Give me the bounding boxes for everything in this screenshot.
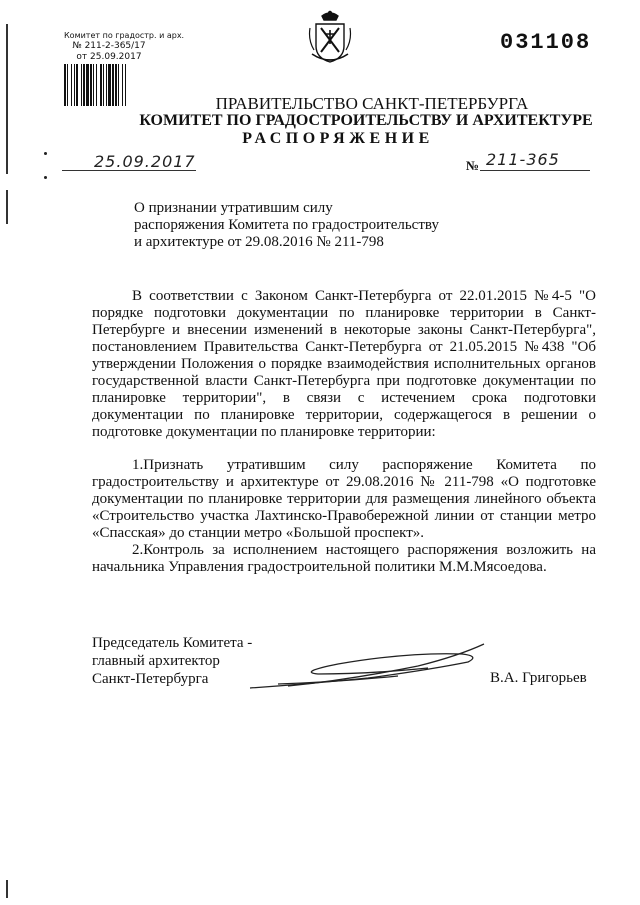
document-body [92,288,596,576]
signatory-position: Председатель Комитета - главный архитектор Санкт-Петербурга [92,635,253,687]
document-subject: О признании утратившим силу распоряжения Комитета по градостроительству и архитектуре от 29.08.2016 № 211-798 [134,200,439,250]
margin-dot [44,152,47,155]
registration-number: 031108 [500,30,592,55]
signatory-name: В.А. Григорьев [490,670,587,686]
document-date: 25.09.2017 [94,152,196,171]
number-underline [480,170,590,171]
date-underline [62,170,196,171]
stamp-date: от 25.09.2017 [76,52,142,62]
document-number: 211-365 [486,150,560,169]
edge-mark [6,190,8,224]
stamp-org: Комитет по градостр. и арх. [64,31,185,40]
item-2-paragraph: 2.Контроль за исполнением настоящего распоряжения возложить на начальника Управления градостроительной политики М.М.Мясоедова. [92,542,596,575]
edge-mark [6,880,8,898]
document-type-title: РАСПОРЯЖЕНИЕ [242,130,434,147]
coat-of-arms-icon [308,10,352,66]
stamp-number: № 211-2-365/17 [72,41,146,51]
preamble-paragraph: В соответствии с Законом Санкт-Петербурга от 22.01.2015 №4-5 "О порядке подготовки документации по планировке территории в Санкт-Петербурге и внесении изменений в некоторые законы Санкт-Петербурга", постановлением Правительства Санкт-Петербурга от 21.05.2015 №438 "Об утверждении Положения о порядке взаимодействия исполнительных органов государственной власти Санкт-Петербурга при подготовке документации по планировке территории", в связи с истечением срока подготовки документации по планировке территории, содержащегося в решении о подготовке документации по планировке территории: [92,288,596,440]
handwritten-signature [248,640,488,692]
committee-heading: КОМИТЕТ ПО ГРАДОСТРОИТЕЛЬСТВУ И АРХИТЕКТУРЕ [139,112,593,129]
number-label: № [466,158,480,173]
edge-mark [6,24,8,174]
margin-dot [44,176,47,179]
government-heading: ПРАВИТЕЛЬСТВО САНКТ-ПЕТЕРБУРГА [215,94,529,113]
registration-stamp [62,30,184,63]
item-1-paragraph: 1.Признать утратившим силу распоряжение Комитета по градостроительству и архитектуре от 29.08.2016 № 211-798 «О подготовке документации по планировке территории для размещения линейного объекта «Строительство участка Лахтинско-Правобережной линии от станции метро «Спасская» до станции метро «Большой проспект». [92,457,596,541]
